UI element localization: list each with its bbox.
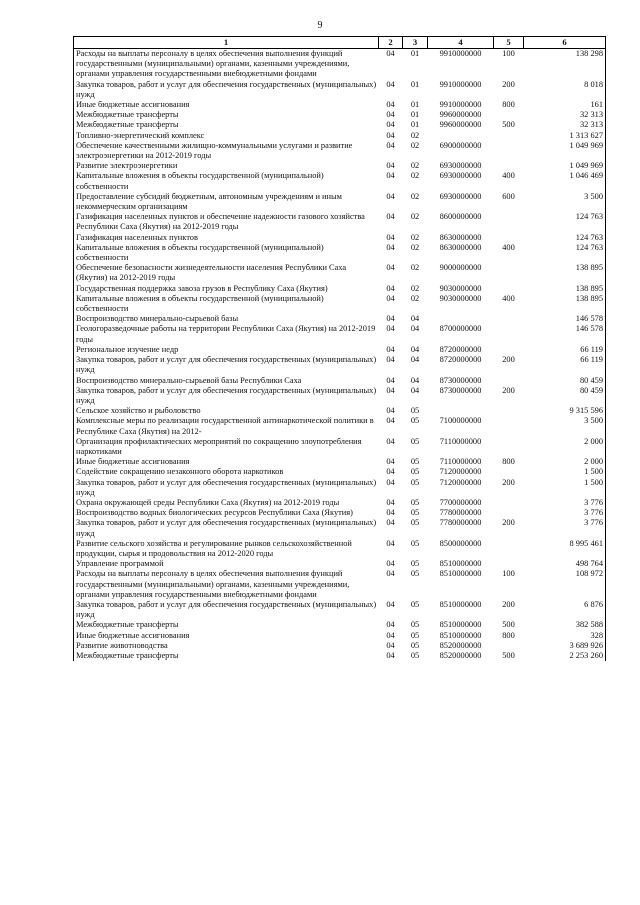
row-amount: 80 459 <box>579 375 603 385</box>
header-col-3: 3 <box>403 37 428 49</box>
table-row <box>74 263 606 283</box>
row-subsection: 01 <box>410 100 420 110</box>
row-subsection: 02 <box>410 161 420 171</box>
row-target-code: 6930000000 <box>439 161 482 171</box>
row-name: Иные бюджетные ассигнования <box>76 630 190 640</box>
table-row <box>74 467 606 477</box>
row-subsection: 01 <box>410 120 420 130</box>
row-expense-type: 600 <box>502 191 515 201</box>
table-row <box>74 110 606 120</box>
row-target-code: 7780000000 <box>439 508 482 518</box>
row-amount: 498 764 <box>575 559 603 569</box>
row-expense-type <box>494 233 524 243</box>
table-row <box>74 141 606 161</box>
row-name: Сельское хозяйство и рыболовство <box>76 406 201 416</box>
row-expense-type <box>494 559 524 569</box>
row-section: 04 <box>386 355 395 365</box>
row-section: 04 <box>386 630 395 640</box>
row-expense-type: 400 <box>502 293 515 303</box>
row-target-code: 8630000000 <box>439 232 482 242</box>
row-target-code <box>428 406 494 416</box>
header-col-1: 1 <box>74 37 379 49</box>
row-target-code: 8510000000 <box>439 569 482 579</box>
row-amount: 2 000 <box>584 457 603 467</box>
row-section: 04 <box>386 79 395 89</box>
row-name: Иные бюджетные ассигнования <box>76 457 190 467</box>
table-row <box>74 457 606 467</box>
row-subsection: 02 <box>410 283 420 293</box>
row-section: 04 <box>386 620 395 630</box>
row-section: 04 <box>386 375 395 385</box>
row-section: 04 <box>386 191 395 201</box>
row-amount: 3 776 <box>584 497 603 507</box>
row-name: Охрана окружающей среды Республики Саха (Якутия) на 2012-2019 годы <box>76 497 340 507</box>
row-name: Газификация населенных пунктов и обеспечение надежности газового хозяйства Республики Саха (Якутия) на 2012-2019 годы <box>76 212 365 232</box>
row-subsection: 05 <box>410 630 420 640</box>
budget-table <box>73 36 606 661</box>
row-amount: 1 500 <box>584 477 603 487</box>
table-row <box>74 631 606 641</box>
table-row <box>74 559 606 569</box>
row-section: 04 <box>386 385 395 395</box>
row-expense-type <box>494 110 524 120</box>
row-amount: 1 049 969 <box>569 140 603 150</box>
row-subsection: 02 <box>410 140 420 150</box>
table-row <box>74 233 606 243</box>
row-section: 04 <box>386 110 395 120</box>
row-name: Воспроизводство водных биологических ресурсов Республики Саха (Якутия) <box>76 508 353 518</box>
row-section: 04 <box>386 457 395 467</box>
row-target-code: 7110000000 <box>439 457 482 467</box>
table-row <box>74 416 606 436</box>
row-name: Топливно-энергетический комплекс <box>76 130 205 140</box>
row-subsection: 05 <box>410 416 420 426</box>
header-col-6: 6 <box>524 37 606 49</box>
table-row <box>74 406 606 416</box>
row-target-code: 8510000000 <box>439 559 482 569</box>
row-expense-type <box>494 376 524 386</box>
row-section: 04 <box>386 344 395 354</box>
row-expense-type: 500 <box>502 650 515 660</box>
table-row <box>74 131 606 141</box>
row-amount: 161 <box>590 100 603 110</box>
row-amount: 138 895 <box>575 283 603 293</box>
row-section: 04 <box>386 569 395 579</box>
row-target-code: 9960000000 <box>439 120 482 130</box>
row-amount: 124 763 <box>575 242 603 252</box>
row-section: 04 <box>386 538 395 548</box>
row-amount: 3 776 <box>584 508 603 518</box>
table-row <box>74 376 606 386</box>
row-target-code: 7700000000 <box>439 497 482 507</box>
row-section: 04 <box>386 416 395 426</box>
row-name: Воспроизводство минерально-сырьевой базы Республики Саха <box>76 375 302 385</box>
header-col-5: 5 <box>494 37 524 49</box>
row-section: 04 <box>386 263 395 273</box>
row-expense-type <box>494 508 524 518</box>
table-body <box>74 49 606 662</box>
row-expense-type <box>494 284 524 294</box>
row-subsection: 04 <box>410 355 420 365</box>
row-name: Обеспечение безопасности жизнедеятельности населения Республики Саха (Якутия) на 2012-2019 годы <box>76 263 347 283</box>
row-target-code: 8700000000 <box>439 324 482 334</box>
row-target-code: 8720000000 <box>439 355 482 365</box>
row-expense-type <box>494 416 524 436</box>
row-target-code: 8510000000 <box>439 599 482 609</box>
row-amount: 3 689 926 <box>569 640 603 650</box>
row-name: Развитие сельского хозяйства и регулирование рынков сельскохозяйственной продукции, сырья и продовольствия на 2012-2020 годы <box>76 538 352 558</box>
row-target-code: 7780000000 <box>439 518 482 528</box>
row-section: 04 <box>386 640 395 650</box>
row-name: Воспроизводство минерально-сырьевой базы <box>76 314 239 324</box>
row-name: Закупка товаров, работ и услуг для обеспечения государственных (муниципальных) нужд <box>76 599 377 620</box>
row-subsection: 05 <box>410 497 420 507</box>
table-row <box>74 518 606 538</box>
row-name: Межбюджетные трансферты <box>76 110 179 120</box>
row-section: 04 <box>386 406 395 416</box>
row-target-code <box>428 314 494 324</box>
row-expense-type <box>494 314 524 324</box>
row-name: Расходы на выплаты персоналу в целях обеспечения выполнения функций государственными (муниципальными) органами, казенными учреждениями, органами управления государственными внебюджетными фондами <box>76 49 350 79</box>
row-name: Расходы на выплаты персоналу в целях обеспечения выполнения функций государственными (муниципальными) органами, казенными учреждениями, органами управления государственными внебюджетными фондами <box>76 569 350 599</box>
row-expense-type: 500 <box>502 620 515 630</box>
row-expense-type <box>494 324 524 344</box>
row-amount: 3 500 <box>584 416 603 426</box>
row-subsection: 04 <box>410 314 420 324</box>
row-amount: 1 313 627 <box>569 130 603 140</box>
row-name: Капитальные вложения в объекты государственной (муниципальной) собственности <box>76 293 324 314</box>
header-col-4: 4 <box>428 37 494 49</box>
row-name: Закупка товаров, работ и услуг для обеспечения государственных (муниципальных) нужд <box>76 518 377 538</box>
table-row <box>74 171 606 191</box>
row-name: Закупка товаров, работ и услуг для обеспечения государственных (муниципальных) нужд <box>76 355 377 375</box>
row-subsection: 02 <box>410 263 420 273</box>
row-subsection: 02 <box>410 130 420 140</box>
row-subsection: 05 <box>410 620 420 630</box>
row-expense-type: 800 <box>502 630 515 640</box>
row-subsection: 05 <box>410 559 420 569</box>
row-expense-type <box>494 263 524 283</box>
table-header <box>74 37 606 49</box>
row-subsection: 02 <box>410 191 420 201</box>
row-amount: 138 895 <box>575 293 603 303</box>
row-section: 04 <box>386 599 395 609</box>
row-subsection: 05 <box>410 436 420 446</box>
row-name: Развитие животноводства <box>76 640 168 650</box>
row-section: 04 <box>386 120 395 130</box>
table-row <box>74 324 606 344</box>
row-section: 04 <box>386 232 395 242</box>
row-amount: 2 253 260 <box>569 650 603 660</box>
row-amount: 124 763 <box>575 232 603 242</box>
row-target-code: 8730000000 <box>439 385 482 395</box>
row-target-code: 7120000000 <box>439 477 482 487</box>
row-amount: 2 000 <box>584 436 603 446</box>
row-subsection: 05 <box>410 508 420 518</box>
header-col-2: 2 <box>379 37 403 49</box>
row-subsection: 04 <box>410 375 420 385</box>
row-amount: 1 500 <box>584 467 603 477</box>
row-amount: 3 500 <box>584 191 603 201</box>
row-name: Управление программой <box>76 559 164 569</box>
header-row <box>74 37 606 49</box>
row-target-code: 9000000000 <box>439 263 482 273</box>
row-subsection: 02 <box>410 242 420 252</box>
row-subsection: 05 <box>410 457 420 467</box>
row-section: 04 <box>386 314 395 324</box>
row-amount: 328 <box>590 630 603 640</box>
row-name: Межбюджетные трансферты <box>76 650 179 660</box>
table-row <box>74 284 606 294</box>
row-amount: 1 046 469 <box>569 171 603 181</box>
row-expense-type: 100 <box>502 49 515 58</box>
row-amount: 3 776 <box>584 518 603 528</box>
row-subsection: 05 <box>410 406 420 416</box>
row-target-code: 8630000000 <box>439 242 482 252</box>
row-subsection: 05 <box>410 518 420 528</box>
row-expense-type: 200 <box>502 599 515 609</box>
row-name: Предоставление субсидий бюджетным, автономным учреждениям и иным некоммерческим организациям <box>76 191 342 212</box>
table-row <box>74 243 606 263</box>
row-name: Закупка товаров, работ и услуг для обеспечения государственных (муниципальных) нужд <box>76 477 377 497</box>
row-amount: 9 315 596 <box>569 406 603 416</box>
table-row <box>74 161 606 171</box>
table-row <box>74 498 606 508</box>
row-section: 04 <box>386 283 395 293</box>
row-expense-type <box>494 406 524 416</box>
row-target-code: 8500000000 <box>439 538 482 548</box>
row-name: Закупка товаров, работ и услуг для обеспечения государственных (муниципальных) нужд <box>76 79 377 99</box>
row-amount: 1 049 969 <box>569 161 603 171</box>
row-section: 04 <box>386 140 395 150</box>
row-section: 04 <box>386 477 395 487</box>
row-amount: 124 763 <box>575 212 603 222</box>
table-row <box>74 478 606 498</box>
row-expense-type: 200 <box>502 477 515 487</box>
row-expense-type: 200 <box>502 79 515 89</box>
row-name: Иные бюджетные ассигнования <box>76 100 190 110</box>
row-subsection: 05 <box>410 640 420 650</box>
row-amount: 32 313 <box>579 110 603 120</box>
row-expense-type: 500 <box>502 120 515 130</box>
row-target-code <box>428 131 494 141</box>
row-amount: 80 459 <box>579 385 603 395</box>
table-row <box>74 651 606 661</box>
row-target-code: 9910000000 <box>439 49 482 58</box>
row-section: 04 <box>386 212 395 222</box>
row-amount: 66 119 <box>580 355 603 365</box>
row-expense-type: 800 <box>502 457 515 467</box>
row-target-code: 7120000000 <box>439 467 482 477</box>
table-row <box>74 641 606 651</box>
row-name: Капитальные вложения в объекты государственной (муниципальной) собственности <box>76 171 324 191</box>
row-amount: 146 578 <box>575 324 603 334</box>
row-expense-type <box>494 498 524 508</box>
row-section: 04 <box>386 518 395 528</box>
row-expense-type <box>494 212 524 232</box>
row-subsection: 05 <box>410 538 420 548</box>
row-section: 04 <box>386 436 395 446</box>
table-row <box>74 600 606 620</box>
row-expense-type: 400 <box>502 171 515 181</box>
row-name: Государственная поддержка завоза грузов в Республику Саха (Якутия) <box>76 283 328 293</box>
row-amount: 8 018 <box>584 79 603 89</box>
row-target-code: 9030000000 <box>439 293 482 303</box>
row-expense-type: 200 <box>502 518 515 528</box>
row-amount: 146 578 <box>575 314 603 324</box>
row-expense-type <box>494 141 524 161</box>
row-expense-type: 800 <box>502 100 515 110</box>
row-expense-type <box>494 131 524 141</box>
row-section: 04 <box>386 497 395 507</box>
row-expense-type: 200 <box>502 385 515 395</box>
row-target-code: 8720000000 <box>439 344 482 354</box>
table-row <box>74 192 606 212</box>
row-subsection: 02 <box>410 232 420 242</box>
row-subsection: 04 <box>410 324 420 334</box>
row-target-code: 7110000000 <box>439 436 482 446</box>
row-expense-type <box>494 345 524 355</box>
table-row <box>74 355 606 375</box>
row-target-code: 6930000000 <box>439 171 482 181</box>
row-subsection: 01 <box>410 79 420 89</box>
row-amount: 8 995 461 <box>569 538 603 548</box>
table-row <box>74 100 606 110</box>
table-row <box>74 345 606 355</box>
row-target-code: 9030000000 <box>439 283 482 293</box>
row-name: Организация профилактических мероприятий по сокращению злоупотребления наркотиками <box>76 436 362 456</box>
row-name: Межбюджетные трансферты <box>76 620 179 630</box>
row-subsection: 01 <box>410 49 420 58</box>
row-target-code: 6900000000 <box>439 140 482 150</box>
row-subsection: 01 <box>410 110 420 120</box>
row-name: Региональное изучение недр <box>76 344 179 354</box>
row-amount: 6 876 <box>584 599 603 609</box>
row-section: 04 <box>386 171 395 181</box>
row-name: Межбюджетные трансферты <box>76 120 179 130</box>
row-subsection: 04 <box>410 385 420 395</box>
row-amount: 138 895 <box>575 263 603 273</box>
row-name: Обеспечение качественными жилищно-коммунальными услугами и развитие электроэнергетики на 2012-2019 годы <box>76 140 353 161</box>
row-section: 04 <box>386 130 395 140</box>
row-name: Газификация населенных пунктов <box>76 232 198 242</box>
row-expense-type <box>494 437 524 457</box>
row-section: 04 <box>386 324 395 334</box>
row-section: 04 <box>386 161 395 171</box>
row-target-code: 8520000000 <box>439 640 482 650</box>
row-subsection: 05 <box>410 650 420 660</box>
row-target-code: 9910000000 <box>439 79 482 89</box>
row-subsection: 04 <box>410 344 420 354</box>
row-expense-type <box>494 641 524 651</box>
table-row <box>74 437 606 457</box>
row-section: 04 <box>386 559 395 569</box>
row-subsection: 02 <box>410 171 420 181</box>
row-expense-type: 400 <box>502 242 515 252</box>
row-subsection: 05 <box>410 467 420 477</box>
row-section: 04 <box>386 467 395 477</box>
table-row <box>74 386 606 406</box>
row-amount: 138 298 <box>575 49 603 58</box>
row-amount: 108 972 <box>575 569 603 579</box>
row-target-code: 9910000000 <box>439 100 482 110</box>
row-target-code: 8600000000 <box>439 212 482 222</box>
row-section: 04 <box>386 508 395 518</box>
table-row <box>74 620 606 630</box>
row-target-code: 8520000000 <box>439 650 482 660</box>
table-row <box>74 80 606 100</box>
row-amount: 66 119 <box>580 344 603 354</box>
row-name: Геологоразведочные работы на территории Республики Саха (Якутия) на 2012-2019 годы <box>76 324 376 344</box>
row-expense-type: 200 <box>502 355 515 365</box>
row-name: Капитальные вложения в объекты государственной (муниципальной) собственности <box>76 242 324 263</box>
page-number: 9 <box>317 20 323 31</box>
row-subsection: 05 <box>410 569 420 579</box>
table-row <box>74 569 606 600</box>
table-row <box>74 294 606 314</box>
row-name: Содействие сокращению незаконного оборота наркотиков <box>76 467 284 477</box>
table-row <box>74 508 606 518</box>
row-section: 04 <box>386 242 395 252</box>
row-amount: 382 588 <box>575 620 603 630</box>
row-target-code: 6930000000 <box>439 191 482 201</box>
row-subsection: 05 <box>410 477 420 487</box>
row-name: Комплексные меры по реализации государственной антинаркотической политики в Республике Саха (Якутия) на 2012- <box>76 416 374 436</box>
row-amount: 32 313 <box>579 120 603 130</box>
row-target-code: 8510000000 <box>439 620 482 630</box>
row-expense-type: 100 <box>502 569 515 579</box>
table-row <box>74 314 606 324</box>
row-target-code: 7100000000 <box>439 416 482 426</box>
row-target-code: 9960000000 <box>439 110 482 120</box>
row-expense-type <box>494 467 524 477</box>
table-row <box>74 49 606 80</box>
row-section: 04 <box>386 650 395 660</box>
row-section: 04 <box>386 100 395 110</box>
table-row <box>74 539 606 559</box>
row-target-code: 8730000000 <box>439 375 482 385</box>
row-name: Развитие электроэнергетики <box>76 161 178 171</box>
row-expense-type <box>494 539 524 559</box>
row-subsection: 02 <box>410 212 420 222</box>
row-subsection: 02 <box>410 293 420 303</box>
table-row <box>74 120 606 130</box>
row-section: 04 <box>386 49 395 58</box>
row-section: 04 <box>386 293 395 303</box>
row-expense-type <box>494 161 524 171</box>
row-name: Закупка товаров, работ и услуг для обеспечения государственных (муниципальных) нужд <box>76 385 377 405</box>
row-subsection: 05 <box>410 599 420 609</box>
table-row <box>74 212 606 232</box>
row-target-code: 8510000000 <box>439 630 482 640</box>
